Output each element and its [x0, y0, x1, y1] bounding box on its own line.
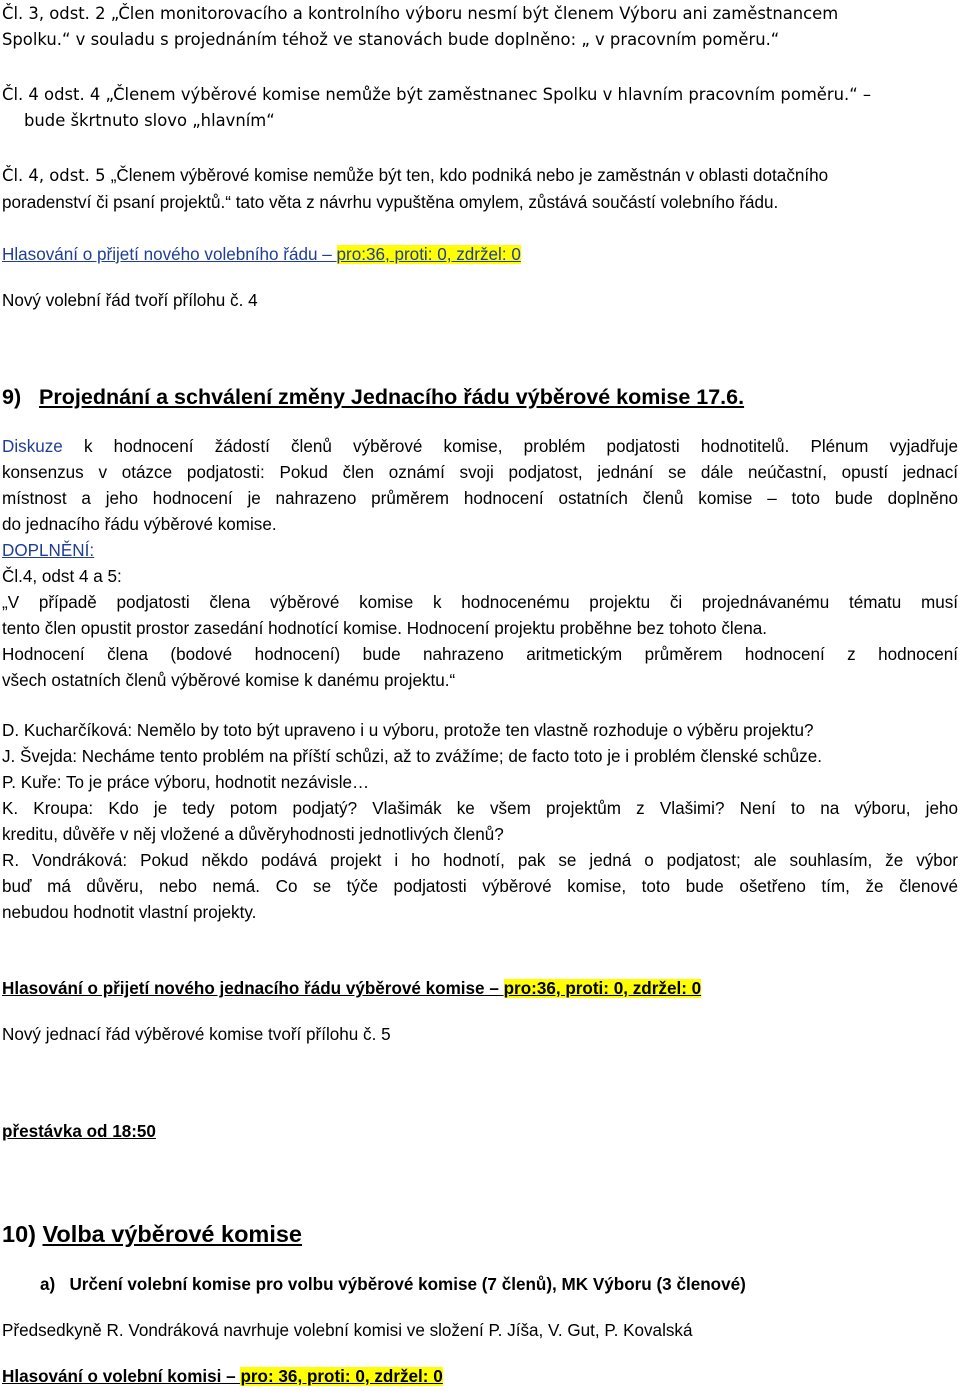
section-9-heading — [2, 382, 958, 412]
vote-dash: – — [221, 1367, 241, 1386]
quote-line: tento člen opustit prostor zasedání hodnotící komise. Hodnocení projektu proběhne bez tohoto člena. — [2, 619, 767, 638]
section-10-heading — [2, 1218, 958, 1250]
section-title: Volba výběrové komise — [42, 1221, 302, 1247]
speaker-line: R. Vondráková: Pokud někdo podává projekt i ho hodnotí, pak se jedná o podjatost; ale souhlasím, že výbor — [2, 851, 958, 870]
vote-dash: – — [317, 245, 337, 264]
doplneni-block — [2, 538, 958, 694]
vote-label: Hlasování o přijetí nového jednacího řádu výběrové komise — [2, 979, 485, 998]
speaker-line: D. Kucharčíková: Nemělo by toto být upraveno i u výboru, protože ten vlastně rozhoduje o výběru projektu? — [2, 721, 814, 740]
text-line: konsenzus v otázce podjatosti: Pokud člen oznámí svoji podjatost, jednání se dále neúčastní, opustí jednací — [2, 463, 958, 482]
text-line: Spolku.“ v souladu s projednáním téhož ve stanovách bude doplněno: „ v pracovním poměru.“ — [2, 30, 780, 49]
speaker-line: P. Kuře: To je práce výboru, hodnotit nezávisle… — [2, 773, 370, 792]
speaker-line: buď má důvěru, nebo nemá. Co se týče podjatosti výběrové komise, toto bude ošetřeno tím, že členové — [2, 877, 958, 896]
subsection-text: Určení volební komise pro volbu výběrové komise (7 členů), MK Výboru (3 členové) — [69, 1275, 746, 1294]
section-number: 10) — [2, 1221, 36, 1247]
doplneni-reference: Čl.4, odst 4 a 5: — [2, 567, 122, 586]
discussion-speakers — [2, 718, 958, 926]
vote-volebni-komise — [2, 1364, 958, 1390]
discussion-paragraph — [2, 434, 958, 538]
speaker-line: J. Švejda: Necháme tento problém na příští schůzi, až to zvážíme; de facto toto je i problém členské schůze. — [2, 747, 822, 766]
vote-dash: – — [484, 979, 504, 998]
subsection-number: a) — [40, 1275, 56, 1294]
text-line: Čl. 4 odst. 4 „Členem výběrové komise nemůže být zaměstnanec Spolku v hlavním pracovním poměru.“ – — [2, 85, 872, 104]
text-line: tato věta z návrhu vypuštěna omylem, zůstává součástí volebního řádu. — [231, 193, 779, 212]
chair-proposal: Předsedkyně R. Vondráková navrhuje volební komisi ve složení P. Jíša, V. Gut, P. Kovalská — [2, 1321, 693, 1340]
text-line: do jednacího řádu výběrové komise. — [2, 515, 277, 534]
paragraph-cl4-odst4 — [2, 82, 958, 134]
note-priloha-4: Nový volební řád tvoří přílohu č. 4 — [2, 291, 258, 310]
speaker-line: K. Kroupa: Kdo je tedy potom podjatý? Vlašimák ke všem projektům z Vlašimi? Není to na výboru, jeho — [2, 799, 958, 818]
paragraph-cl4-odst5 — [2, 162, 958, 216]
note-priloha-5: Nový jednací řád výběrové komise tvoří přílohu č. 5 — [2, 1025, 391, 1044]
text-line: poradenství či psaní projektů.“ — [2, 193, 231, 212]
text-line: k hodnocení žádostí členů výběrové komise, problém podjatosti hodnotitelů. Plénum vyjadřuje — [62, 437, 958, 456]
quote-line: „V případě podjatosti člena výběrové komise k hodnocenému projektu či projednávanému tématu musí — [2, 593, 958, 612]
section-title: Projednání a schválení změny Jednacího řádu výběrové komise 17.6. — [39, 385, 745, 409]
text-line: místnost a jeho hodnocení je nahrazeno průměrem hodnocení ostatních členů komise – toto bude doplněno — [2, 489, 958, 508]
text-prefix: Čl. 4, odst. 5 — [2, 166, 111, 185]
vote-result: pro: 36, proti: 0, zdržel: 0 — [240, 1367, 443, 1386]
text-line: bude škrtnuto slovo „hlavním“ — [24, 111, 275, 130]
speaker-line: kreditu, důvěře v něj vložené a důvěryhodnosti jednotlivých členů? — [2, 825, 504, 844]
doplneni-label: DOPLNĚNÍ: — [2, 541, 95, 560]
subsection-a — [40, 1272, 958, 1298]
quote-line: Hodnocení člena (bodové hodnocení) bude nahrazeno aritmetickým průměrem hodnocení z hodnocení — [2, 645, 958, 664]
section-number: 9) — [2, 385, 22, 409]
discussion-label: Diskuze — [2, 437, 63, 456]
vote-result: pro:36, proti: 0, zdržel: 0 — [336, 245, 521, 264]
text-line: „Členem výběrové komise nemůže být ten, kdo podniká nebo je zaměstnán v oblasti dotačního — [110, 166, 829, 185]
speaker-line: nebudou hodnotit vlastní projekty. — [2, 903, 257, 922]
vote-jednaci-rad — [2, 976, 958, 1002]
vote-label: Hlasování o přijetí nového volebního řádu — [2, 245, 318, 264]
paragraph-cl3-odst2 — [2, 1, 958, 53]
vote-volebni-rad — [2, 242, 958, 268]
vote-result: pro:36, proti: 0, zdržel: 0 — [503, 979, 702, 998]
break-note: přestávka od 18:50 — [2, 1122, 156, 1141]
quote-line: všech ostatních členů výběrové komise k danému projektu.“ — [2, 671, 456, 690]
vote-label: Hlasování o volební komisi — [2, 1367, 222, 1386]
text-line: Čl. 3, odst. 2 „Člen monitorovacího a kontrolního výboru nesmí být členem Výboru ani zaměstnancem — [2, 4, 839, 23]
